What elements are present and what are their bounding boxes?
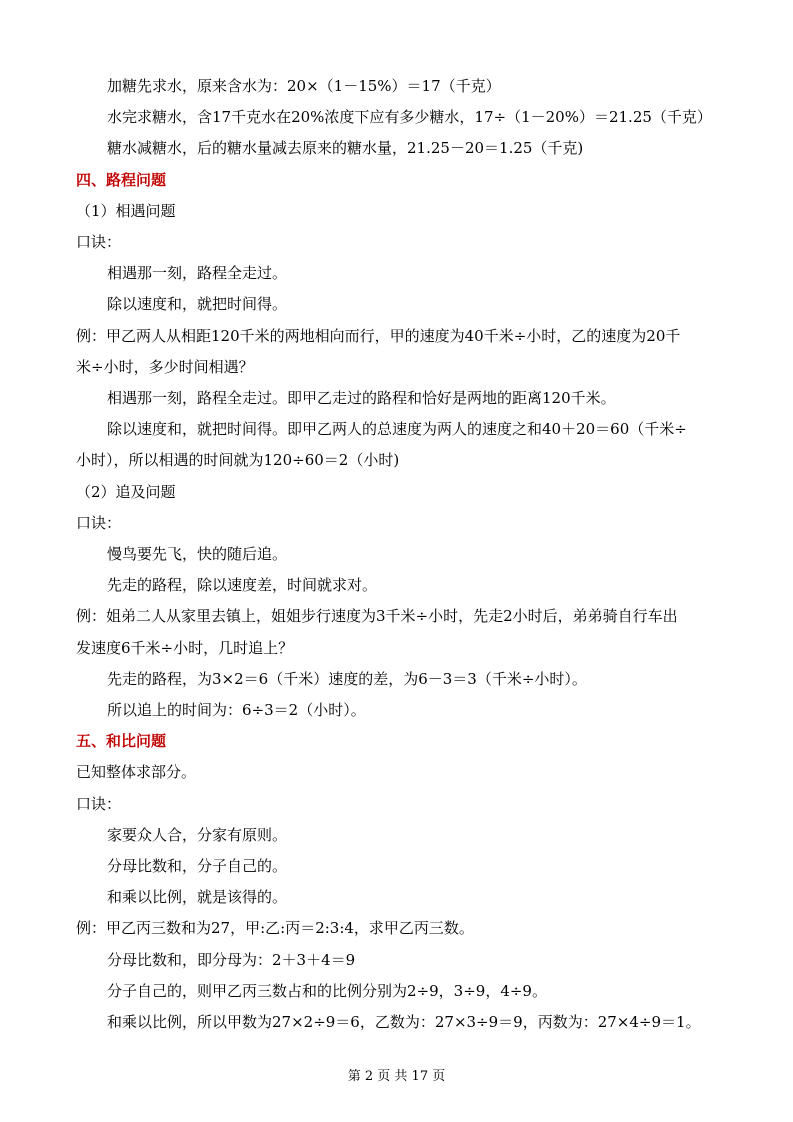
mnemonic-label: 口诀： bbox=[76, 514, 122, 532]
example-line: 例：甲乙丙三数和为27，甲:乙:丙＝2:3:4，求甲乙丙三数。 bbox=[76, 919, 474, 937]
text-line: 小时），所以相遇的时间就为120÷60＝2（小时) bbox=[76, 451, 400, 469]
section-heading-sum-ratio: 五、和比问题 bbox=[76, 732, 167, 750]
text-line: 除以速度和，就把时间得。即甲乙两人的总速度为两人的速度之和40＋20＝60（千米÷ bbox=[107, 420, 687, 438]
text-line: 已知整体求部分。 bbox=[76, 763, 197, 781]
text-line: 所以追上的时间为：6÷3＝2（小时）。 bbox=[107, 701, 366, 719]
text-line: 加糖先求水，原来含水为：20×（1－15%）＝17（千克） bbox=[107, 77, 501, 95]
text-line: 和乘以比例，所以甲数为27×2÷9＝6，乙数为：27×3÷9＝9，丙数为：27×4÷9＝1。 bbox=[107, 1013, 701, 1031]
mnemonic-line: 相遇那一刻，路程全走过。 bbox=[107, 264, 288, 282]
text-line: 分子自己的，则甲乙丙三数占和的比例分别为2÷9，3÷9，4÷9。 bbox=[107, 982, 547, 1000]
mnemonic-line: 家要众人合，分家有原则。 bbox=[107, 826, 288, 844]
mnemonic-label: 口诀： bbox=[76, 233, 122, 251]
mnemonic-label: 口诀： bbox=[76, 795, 122, 813]
example-line: 例：姐弟二人从家里去镇上，姐姐步行速度为3千米÷小时，先走2小时后，弟弟骑自行车出 bbox=[76, 607, 678, 625]
text-line: 相遇那一刻，路程全走过。即甲乙走过的路程和恰好是两地的距离120千米。 bbox=[107, 389, 616, 407]
example-line: 米÷小时，多少时间相遇？ bbox=[76, 358, 254, 376]
page-footer: 第 2 页 共 17 页 bbox=[347, 1069, 446, 1084]
mnemonic-line: 除以速度和，就把时间得。 bbox=[107, 295, 288, 313]
mnemonic-line: 和乘以比例，就是该得的。 bbox=[107, 888, 288, 906]
section-heading-route: 四、路程问题 bbox=[76, 171, 167, 189]
mnemonic-line: 分母比数和，分子自己的。 bbox=[107, 857, 288, 875]
mnemonic-line: 慢鸟要先飞，快的随后追。 bbox=[107, 545, 288, 563]
text-line: 分母比数和，即分母为：2＋3＋4＝9 bbox=[107, 951, 356, 969]
text-line: 水完求糖水，含17千克水在20%浓度下应有多少糖水，17÷（1－20%）＝21.25（千克） bbox=[107, 108, 712, 126]
subsection-title: （2）追及问题 bbox=[76, 483, 176, 501]
example-line: 发速度6千米÷小时，几时追上？ bbox=[76, 639, 294, 657]
subsection-title: （1）相遇问题 bbox=[76, 202, 176, 220]
text-line: 先走的路程，为3×2＝6（千米）速度的差，为6－3＝3（千米÷小时）。 bbox=[107, 670, 587, 688]
text-line: 糖水减糖水，后的糖水量减去原来的糖水量，21.25－20＝1.25（千克) bbox=[107, 139, 584, 157]
mnemonic-line: 先走的路程，除以速度差，时间就求对。 bbox=[107, 576, 378, 594]
example-line: 例：甲乙两人从相距120千米的两地相向而行，甲的速度为40千米÷小时，乙的速度为20千 bbox=[76, 327, 681, 345]
